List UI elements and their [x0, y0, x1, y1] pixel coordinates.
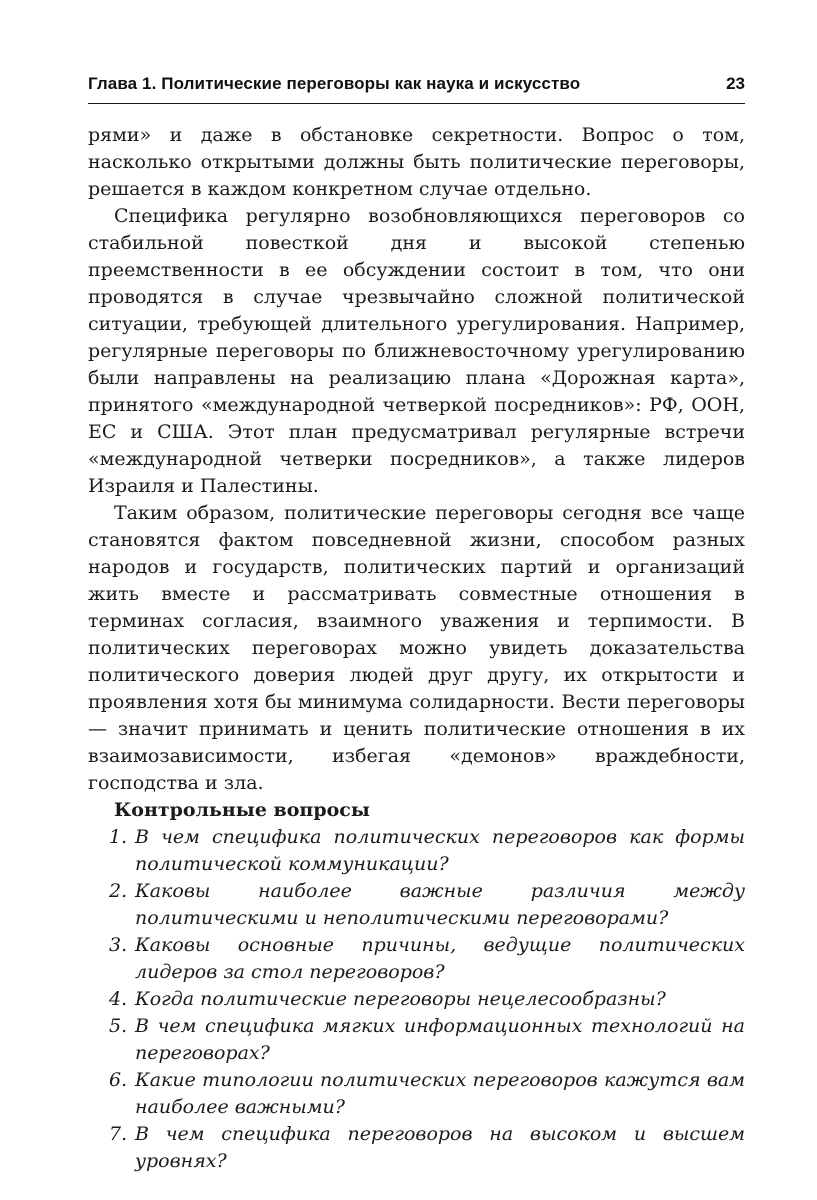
questions-list — [88, 824, 745, 1175]
page-header — [88, 74, 745, 104]
page-body — [88, 122, 745, 1175]
question-item: Каковы основные причины, ведущие политических лидеров за стол переговоров? — [135, 934, 745, 983]
body-paragraph: Таким образом, политические переговоры сегодня все чаще становятся фактом повседневной жизни, способом разных народов и государств, политических партий и организаций жить вместе и рассматривать совместные отношения в терминах согласия, взаимного уважения и терпимости. В политических переговорах можно увидеть доказательства политического доверия людей друг другу, их открытости и проявления хотя бы минимума солидарности. Вести переговоры — значит принимать и ценить политические отношения в их взаимозависимости, избегая «демонов» враждебности, господства и зла. — [88, 502, 745, 794]
body-paragraph: Специфика регулярно возобновляющихся переговоров со стабильной повесткой дня и высокой степенью преемственности в ее обсуждении состоит в том, что они проводятся в случае чрезвычайно сложной политической ситуации, требующей длительного урегулирования. Например, регулярные переговоры по ближневосточному урегулированию были направлены на реализацию плана «Дорожная карта», принятого «международной четверкой посредников»: РФ, ООН, ЕС и США. Этот план предусматривал регулярные встречи «международной четверки посредников», а также лидеров Израиля и Палестины. — [88, 205, 745, 497]
question-item: Каковы наиболее важные различия между политическими и неполитическими переговорами? — [135, 880, 745, 929]
question-item: В чем специфика мягких информационных технологий на переговорах? — [135, 1015, 745, 1064]
question-item: В чем специфика переговоров на высоком и высшем уровнях? — [135, 1123, 745, 1172]
question-item: Какие типологии политических переговоров кажутся вам наиболее важными? — [135, 1069, 745, 1118]
page-number: 23 — [726, 74, 745, 93]
section-heading: Контрольные вопросы — [114, 799, 370, 821]
question-item: В чем специфика политических переговоров как формы политической коммуникации? — [135, 826, 745, 875]
chapter-title: Глава 1. Политические переговоры как наука и искусство — [88, 74, 581, 93]
body-paragraph: рями» и даже в обстановке секретности. Вопрос о том, насколько открытыми должны быть политические переговоры, решается в каждом конкретном случае отдельно. — [88, 124, 745, 200]
question-item: Когда политические переговоры нецелесообразны? — [135, 988, 666, 1010]
